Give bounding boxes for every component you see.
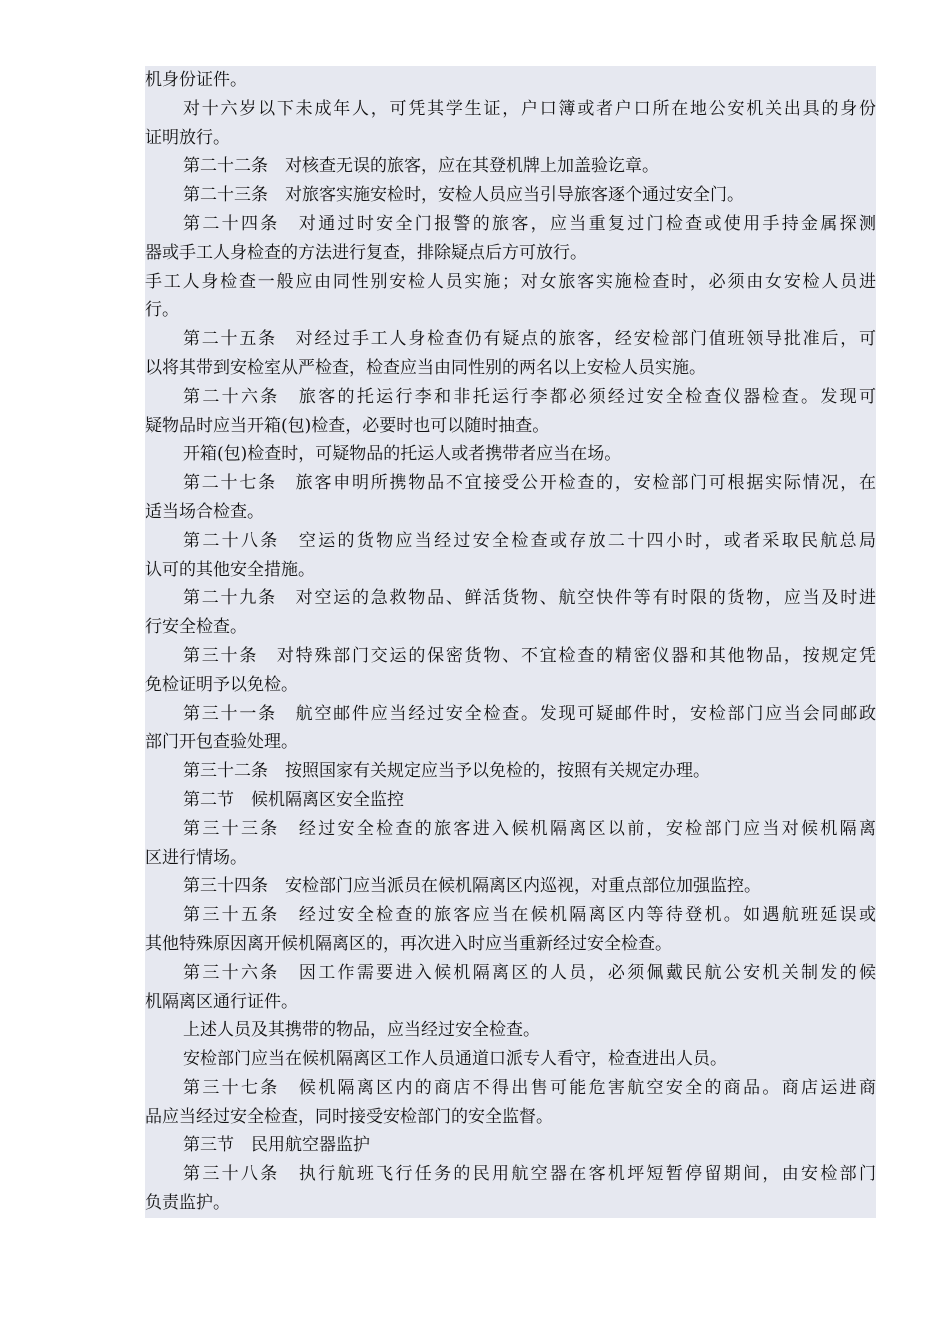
document-line: 部门开包查验处理。 xyxy=(145,732,298,753)
document-line: 手工人身检查一般应由同性别安检人员实施；对女旅客实施检查时，必须由女安检人员进 xyxy=(145,271,876,292)
document-line: 第三十五条 经过安全检查的旅客应当在候机隔离区内等待登机。如遇航班延误或 xyxy=(183,905,876,926)
document-line: 器或手工人身检查的方法进行复查，排除疑点后方可放行。 xyxy=(145,242,587,263)
document-line: 其他特殊原因离开候机隔离区的，再次进入时应当重新经过安全检查。 xyxy=(145,933,672,954)
document-line: 第三十三条 经过安全检查的旅客进入候机隔离区以前，安检部门应当对候机隔离 xyxy=(183,818,876,839)
document-line: 第二十六条 旅客的托运行李和非托运行李都必须经过安全检查仪器检查。发现可 xyxy=(183,386,876,407)
document-line: 适当场合检查。 xyxy=(145,501,264,522)
document-line: 第二十四条 对通过时安全门报警的旅客，应当重复过门检查或使用手持金属探测 xyxy=(183,213,876,234)
document-line: 第三十八条 执行航班飞行任务的民用航空器在客机坪短暂停留期间，由安检部门 xyxy=(183,1164,876,1185)
document-line: 区进行情场。 xyxy=(145,847,247,868)
document-line: 第三十七条 候机隔离区内的商店不得出售可能危害航空安全的商品。商店运进商 xyxy=(183,1077,876,1098)
document-line: 机隔离区通行证件。 xyxy=(145,991,298,1012)
document-line: 以将其带到安检室从严检查，检查应当由同性别的两名以上安检人员实施。 xyxy=(145,357,706,378)
document-line: 行安全检查。 xyxy=(145,617,247,638)
document-line: 第二十三条 对旅客实施安检时，安检人员应当引导旅客逐个通过安全门。 xyxy=(183,185,744,206)
document-line: 第二节 候机隔离区安全监控 xyxy=(183,789,404,810)
document-line: 第三十一条 航空邮件应当经过安全检查。发现可疑邮件时，安检部门应当会同邮政 xyxy=(183,703,876,724)
document-line: 第二十二条 对核查无误的旅客，应在其登机牌上加盖验讫章。 xyxy=(183,156,659,177)
document-line: 第二十九条 对空运的急救物品、鲜活货物、航空快件等有时限的货物，应当及时进 xyxy=(183,588,876,609)
document-line: 证明放行。 xyxy=(145,127,230,148)
document-line: 负责监护。 xyxy=(145,1193,230,1214)
document-line: 第二十五条 对经过手工人身检查仍有疑点的旅客，经安检部门值班领导批准后，可 xyxy=(183,329,876,350)
document-line: 认可的其他安全措施。 xyxy=(145,559,315,580)
document-text-block xyxy=(145,66,876,1218)
document-line: 第三十四条 安检部门应当派员在候机隔离区内巡视，对重点部位加强监控。 xyxy=(183,876,761,897)
document-line: 开箱(包)检查时，可疑物品的托运人或者携带者应当在场。 xyxy=(183,444,622,465)
document-line: 第三十六条 因工作需要进入候机隔离区的人员，必须佩戴民航公安机关制发的候 xyxy=(183,962,876,983)
document-line: 第三十二条 按照国家有关规定应当予以免检的，按照有关规定办理。 xyxy=(183,761,710,782)
document-line: 机身份证件。 xyxy=(145,70,247,90)
document-line: 第三十条 对特殊部门交运的保密货物、不宜检查的精密仪器和其他物品，按规定凭 xyxy=(183,645,876,666)
document-line: 第二十八条 空运的货物应当经过安全检查或存放二十四小时，或者采取民航总局 xyxy=(183,530,876,551)
document-line: 第二十七条 旅客申明所携物品不宜接受公开检查的，安检部门可根据实际情况，在 xyxy=(183,473,876,494)
document-line: 上述人员及其携带的物品，应当经过安全检查。 xyxy=(183,1020,540,1041)
document-line: 免检证明予以免检。 xyxy=(145,674,298,695)
document-line: 安检部门应当在候机隔离区工作人员通道口派专人看守，检查进出人员。 xyxy=(183,1049,727,1070)
document-line: 行。 xyxy=(145,300,179,321)
document-line: 品应当经过安全检查，同时接受安检部门的安全监督。 xyxy=(145,1106,553,1127)
document-line: 对十六岁以下未成年人，可凭其学生证，户口簿或者户口所在地公安机关出具的身份 xyxy=(183,98,876,119)
document-line: 疑物品时应当开箱(包)检查，必要时也可以随时抽查。 xyxy=(145,415,550,436)
document-line: 第三节 民用航空器监护 xyxy=(183,1135,370,1156)
